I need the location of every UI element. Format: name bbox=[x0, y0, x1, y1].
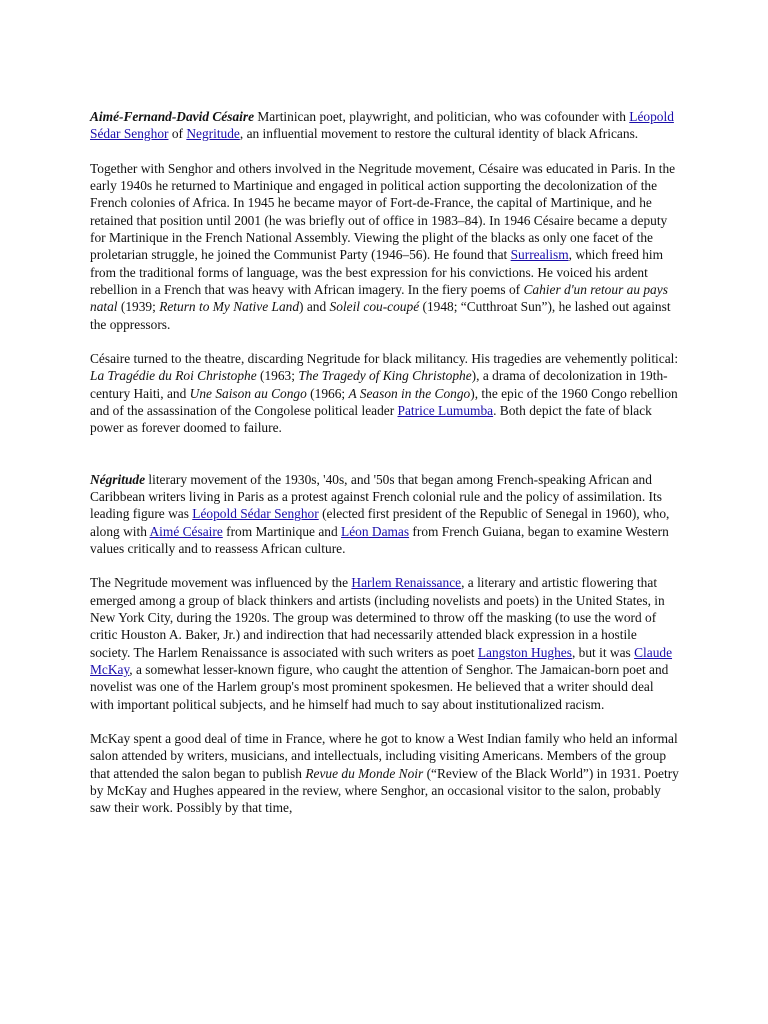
paragraph bbox=[90, 160, 680, 333]
italic-title: Revue du Monde Noir bbox=[305, 765, 424, 781]
text-run: , which freed him from the traditional forms of language, was the best expression for his convictions. He voiced his ardent rebellion in a French that was heavy with African imagery. In the fiery poems of bbox=[90, 247, 664, 297]
text-run: (“Review of the Black World”) in 1931. Poetry by McKay and Hughes appeared in the review, where Senghor, an occasional visitor to the salon, probably saw their work. Possibly by that time, bbox=[90, 765, 679, 816]
text-run: of bbox=[168, 126, 187, 142]
paragraph bbox=[90, 574, 680, 712]
italic-title: Soleil cou-coupé bbox=[329, 299, 420, 315]
paragraph bbox=[90, 471, 680, 557]
italic-title: The Tragedy of King Christophe bbox=[298, 368, 472, 384]
text-run: . Both depict the fate of black power as forever doomed to failure. bbox=[90, 403, 652, 436]
text-run: Together with Senghor and others involved in the Negritude movement, Césaire was educated in Paris. In the early 1940s he returned to Martinique and engaged in political action supporting the decolonization of the French colonies of Africa. In 1945 he became mayor of Fort-de-France, the capital of Martinique, and he retained that position until 2001 (he was briefly out of office in 1983–84). In 1946 Césaire became a deputy for Martinique in the French National Assembly. Viewing the plight of the blacks as only one facet of the proletarian struggle, he joined the Communist Party (1946–56). He found that bbox=[90, 160, 676, 263]
italic-title: Une Saison au Congo bbox=[189, 385, 307, 401]
italic-title: A Season in the Congo bbox=[348, 385, 471, 401]
link-leopold-sedar-senghor[interactable]: Léopold Sédar Senghor bbox=[90, 109, 674, 142]
text-run: ) and bbox=[299, 299, 330, 315]
text-run: , an influential movement to restore the cultural identity of black Africans. bbox=[239, 126, 639, 142]
text-run: ), the epic of the 1960 Congo rebellion and of the assassination of the Congolese political leader bbox=[90, 385, 678, 419]
text-run: from French Guiana, began to examine Western values critically and to reassess African culture. bbox=[90, 523, 669, 556]
link-claude-mckay[interactable]: Claude McKay bbox=[90, 644, 673, 677]
link-aime-cesaire[interactable]: Aimé Césaire bbox=[149, 523, 223, 539]
link-leopold-sedar-senghor[interactable]: Léopold Sédar Senghor bbox=[192, 506, 319, 522]
italic-title: Cahier d'un retour au pays natal bbox=[90, 281, 668, 315]
italic-title: Return to My Native Land bbox=[159, 299, 300, 315]
document-body bbox=[90, 108, 680, 834]
text-run: , but it was bbox=[571, 644, 635, 660]
italic-title: La Tragédie du Roi Christophe bbox=[90, 368, 257, 384]
text-run: ), a drama of decolonization in 19th-century Haiti, and bbox=[90, 368, 668, 401]
text-run: (elected first president of the Republic of Senegal in 1960), who, along with bbox=[90, 506, 670, 539]
paragraph bbox=[90, 730, 680, 816]
entry-term: Négritude bbox=[90, 471, 146, 487]
link-leon-damas[interactable]: Léon Damas bbox=[341, 523, 410, 539]
entry-term: Aimé-Fernand-David Césaire bbox=[90, 109, 255, 124]
link-negritude[interactable]: Negritude bbox=[186, 126, 240, 142]
text-run: Martinican poet, playwright, and politician, who was cofounder with bbox=[254, 109, 630, 124]
text-run: McKay spent a good deal of time in France, where he got to know a West Indian family who held an informal salon attended by writers, musicians, and intellectuals, including visiting Americans. Members of the group that attended the salon began to publish bbox=[90, 731, 678, 781]
text-run: literary movement of the 1930s, '40s, and '50s that began among French-speaking African and Caribbean writers living in Paris as a protest against French colonial rule and the policy of assimilation. Its leading figure was bbox=[90, 471, 662, 522]
text-run: Césaire turned to the theatre, discarding Negritude for black militancy. His tragedies are vehemently political: bbox=[90, 351, 679, 367]
text-run: (1966; bbox=[306, 385, 349, 401]
paragraph bbox=[90, 350, 680, 436]
link-patrice-lumumba[interactable]: Patrice Lumumba bbox=[397, 403, 494, 419]
link-harlem-renaissance[interactable]: Harlem Renaissance bbox=[351, 575, 462, 591]
paragraph bbox=[90, 108, 680, 143]
text-run: , a literary and artistic flowering that emerged among a group of black thinkers and artists (including novelists and poets) in the United States, in New York City, during the 1920s. The group was determined to throw off the masking (to use the word of critic Houston A. Baker, Jr.) and indirection that had necessarily attended black expression in a hostile society. The Harlem Renaissance is associated with such writers as poet bbox=[90, 575, 665, 660]
text-run: The Negritude movement was influenced by the bbox=[90, 575, 352, 591]
text-run: , a somewhat lesser-known figure, who caught the attention of Senghor. The Jamaican-born poet and novelist was one of the Harlem group's most prominent spokesmen. He believed that a writer should deal with important political subjects, and he himself had much to say about institutionalized racism. bbox=[90, 661, 669, 712]
text-run: (1963; bbox=[256, 368, 299, 384]
entry-section bbox=[90, 471, 680, 817]
text-run: (1939; bbox=[117, 299, 160, 315]
text-run: (1948; “Cutthroat Sun”), he lashed out against the oppressors. bbox=[90, 299, 671, 332]
link-surrealism[interactable]: Surrealism bbox=[510, 247, 569, 263]
entry-section bbox=[90, 108, 680, 437]
text-run: from Martinique and bbox=[222, 523, 342, 539]
link-langston-hughes[interactable]: Langston Hughes bbox=[477, 644, 572, 660]
